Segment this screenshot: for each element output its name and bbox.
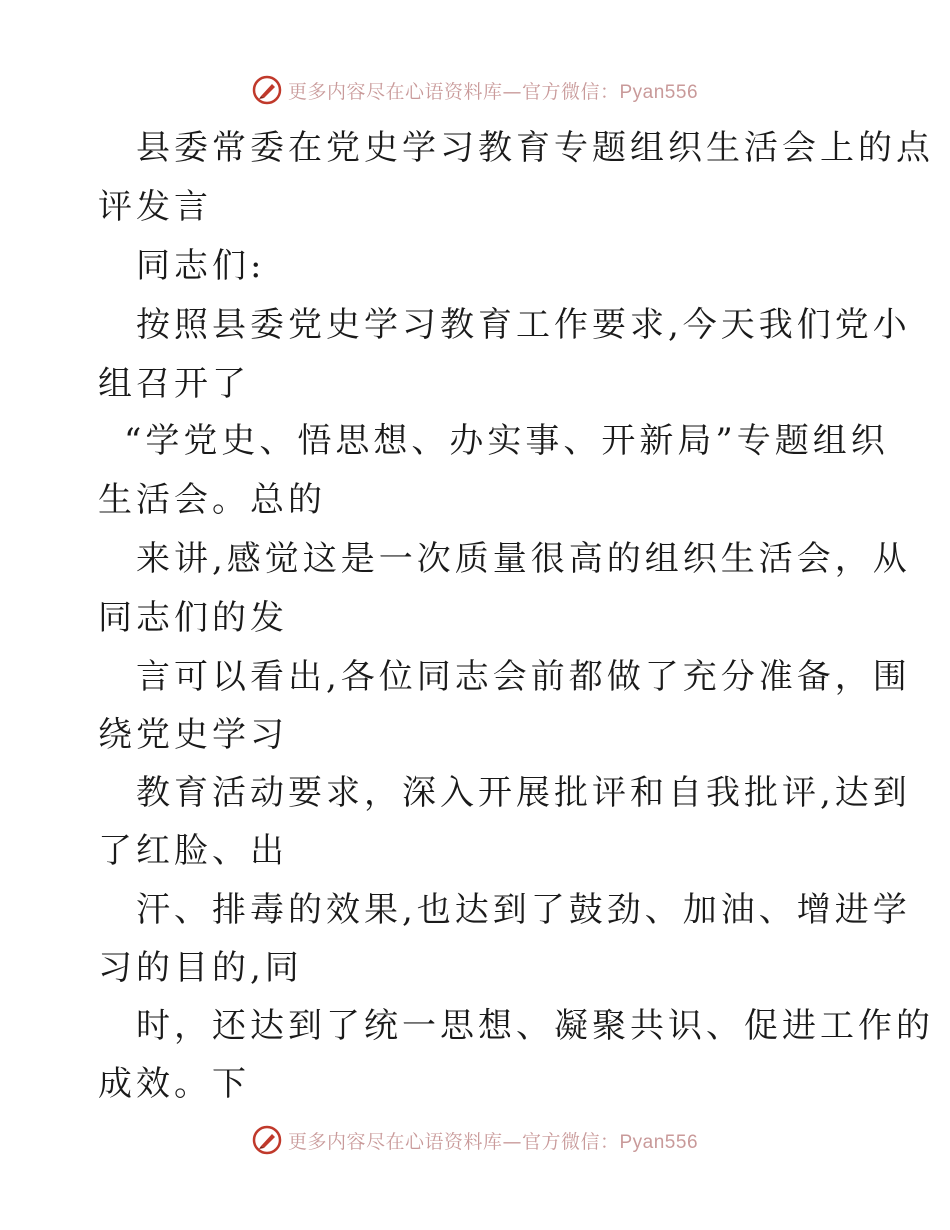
title-line-2: 评发言 bbox=[98, 187, 212, 227]
paragraph-line: 习的目的,同 bbox=[98, 948, 303, 988]
paragraph-line: 教育活动要求，深入开展批评和自我批评,达到 bbox=[136, 773, 911, 813]
watermark-text bbox=[288, 1127, 698, 1154]
paragraph-line: 绕党史学习 bbox=[98, 715, 288, 755]
paragraph-line: 了红脸、出 bbox=[98, 831, 288, 871]
watermark-wechat: 官方微信：Pyan556 bbox=[522, 1131, 699, 1153]
paragraph-line: 来讲,感觉这是一次质量很高的组织生活会，从 bbox=[136, 539, 911, 579]
paragraph-line: 按照县委党史学习教育工作要求,今天我们党小 bbox=[136, 305, 911, 345]
watermark-dash: — bbox=[502, 1130, 522, 1153]
watermark-library: 更多内容尽在心语资料库 bbox=[287, 80, 503, 103]
paragraph-line: 言可以看出,各位同志会前都做了充分准备，围 bbox=[136, 657, 911, 697]
paragraph-line: 组召开了 bbox=[98, 364, 250, 404]
paragraph-line: 时，还达到了统一思想、凝聚共识、促进工作的 bbox=[136, 1006, 934, 1046]
paragraph-line: 成效。下 bbox=[98, 1064, 250, 1104]
pen-logo-icon bbox=[252, 75, 282, 105]
watermark-text bbox=[288, 77, 698, 104]
title-line-1: 县委常委在党史学习教育专题组织生活会上的点 bbox=[136, 128, 934, 168]
watermark-wechat: 官方微信：Pyan556 bbox=[522, 81, 699, 103]
salutation: 同志们: bbox=[136, 246, 266, 286]
paragraph-line: 同志们的发 bbox=[98, 598, 288, 638]
pen-logo-icon bbox=[252, 1125, 282, 1155]
paragraph-line: “学党史、悟思想、办实事、开新局”专题组织 bbox=[124, 421, 889, 461]
header-watermark bbox=[0, 70, 950, 110]
footer-watermark bbox=[0, 1120, 950, 1160]
watermark-library: 更多内容尽在心语资料库 bbox=[287, 1130, 503, 1153]
paragraph-line: 生活会。总的 bbox=[98, 480, 326, 520]
watermark-dash: — bbox=[502, 80, 522, 103]
paragraph-line: 汗、排毒的效果,也达到了鼓劲、加油、增进学 bbox=[136, 890, 911, 930]
